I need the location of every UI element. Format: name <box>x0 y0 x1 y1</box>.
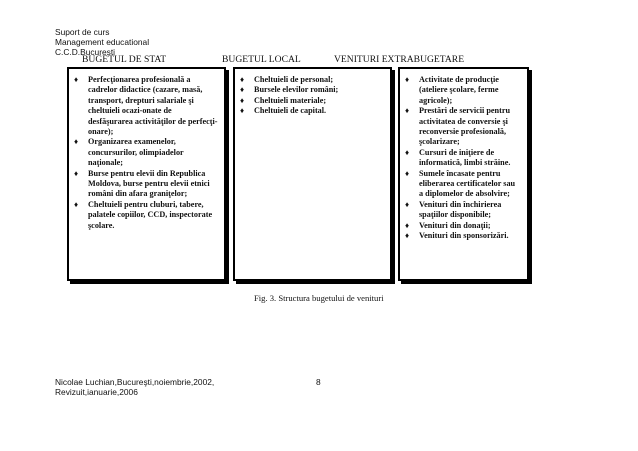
page-number: 8 <box>316 377 321 387</box>
list-item <box>405 221 521 231</box>
diamond-bullet-icon: ♦ <box>405 231 410 241</box>
header-line-1: Suport de curs <box>55 27 110 37</box>
diamond-bullet-icon: ♦ <box>240 95 245 105</box>
list-item <box>240 75 384 85</box>
figure-caption: Fig. 3. Structura bugetului de venituri <box>254 293 384 303</box>
local-budget-list <box>235 69 390 117</box>
list-item-text: Bursele elevilor români; <box>254 85 339 95</box>
list-item <box>74 75 218 137</box>
list-item <box>240 106 384 116</box>
list-item <box>405 75 521 106</box>
list-item-text: Venituri din donaţii; <box>419 220 491 230</box>
list-item-text: Venituri din închirierea spaţiilor disponibile; <box>419 199 502 220</box>
diamond-bullet-icon: ♦ <box>405 75 410 84</box>
list-item <box>405 200 521 221</box>
list-item <box>74 137 218 168</box>
diamond-bullet-icon: ♦ <box>405 106 410 116</box>
list-item <box>74 169 218 200</box>
extra-budget-box <box>398 67 529 281</box>
list-item-text: Cheltuieli materiale; <box>254 95 327 105</box>
diamond-bullet-icon: ♦ <box>240 106 245 116</box>
footer-line-2: Revizuit,ianuarie,2006 <box>55 387 138 397</box>
extra-budget-list <box>400 69 527 242</box>
diamond-bullet-icon: ♦ <box>405 199 410 209</box>
local-budget-box <box>233 67 392 281</box>
list-item <box>405 106 521 148</box>
column-title-local-budget: BUGETUL LOCAL <box>222 54 301 65</box>
list-item-text: Venituri din sponsorizări. <box>419 231 509 241</box>
list-item <box>74 200 218 231</box>
list-item-text: Perfecţionarea profesională a cadrelor didactice (cazare, masă, transport, drepturi salariale şi cheltuieli ocazi-onate de desfăşurarea activităţilor de perfecţi-onare); <box>88 75 218 137</box>
column-title-extra-budget: VENITURI EXTRABUGETARE <box>334 54 465 65</box>
header-line-3: C.C.D.Bucuresti <box>55 47 116 57</box>
state-budget-list <box>69 69 224 231</box>
list-item-text: Cheltuieli de capital. <box>254 106 327 116</box>
diamond-bullet-icon: ♦ <box>74 168 79 178</box>
header-line-2: Management educational <box>55 37 150 47</box>
diamond-bullet-icon: ♦ <box>405 220 410 230</box>
footer-line-1: Nicolae Luchian,Bucureşti,noiembrie,2002, <box>55 377 215 387</box>
diamond-bullet-icon: ♦ <box>74 75 79 84</box>
state-budget-box <box>67 67 226 281</box>
list-item-text: Activitate de producţie (ateliere şcolare, ferme agricole); <box>419 75 499 105</box>
list-item <box>405 231 521 241</box>
list-item-text: Cheltuieli pentru cluburi, tabere, palatele copiilor, CCD, inspectorate şcolare. <box>88 199 213 230</box>
list-item <box>240 96 384 106</box>
list-item-text: Burse pentru elevii din Republica Moldova, burse pentru elevii etnici români din afara graniţelor; <box>88 168 210 199</box>
list-item-text: Organizarea examenelor, concursurilor, olimpiadelor naţionale; <box>88 137 184 168</box>
diamond-bullet-icon: ♦ <box>405 168 410 178</box>
list-item-text: Cheltuieli de personal; <box>254 75 334 84</box>
list-item-text: Prestări de servicii pentru activitatea de conversie şi reconversie profesională, şcolarizare; <box>419 106 511 147</box>
list-item-text: Cursuri de iniţiere de informatică, limbi străine. <box>419 147 511 168</box>
list-item <box>405 169 521 200</box>
list-item <box>240 85 384 95</box>
diamond-bullet-icon: ♦ <box>405 147 410 157</box>
diamond-bullet-icon: ♦ <box>240 85 245 95</box>
diamond-bullet-icon: ♦ <box>74 137 79 147</box>
list-item-text: Sumele încasate pentru eliberarea certificatelor sau a diplomelor de absolvire; <box>419 168 516 199</box>
diamond-bullet-icon: ♦ <box>74 199 79 209</box>
list-item <box>405 148 521 169</box>
column-title-state-budget: BUGETUL DE STAT <box>82 54 167 65</box>
diamond-bullet-icon: ♦ <box>240 75 245 84</box>
